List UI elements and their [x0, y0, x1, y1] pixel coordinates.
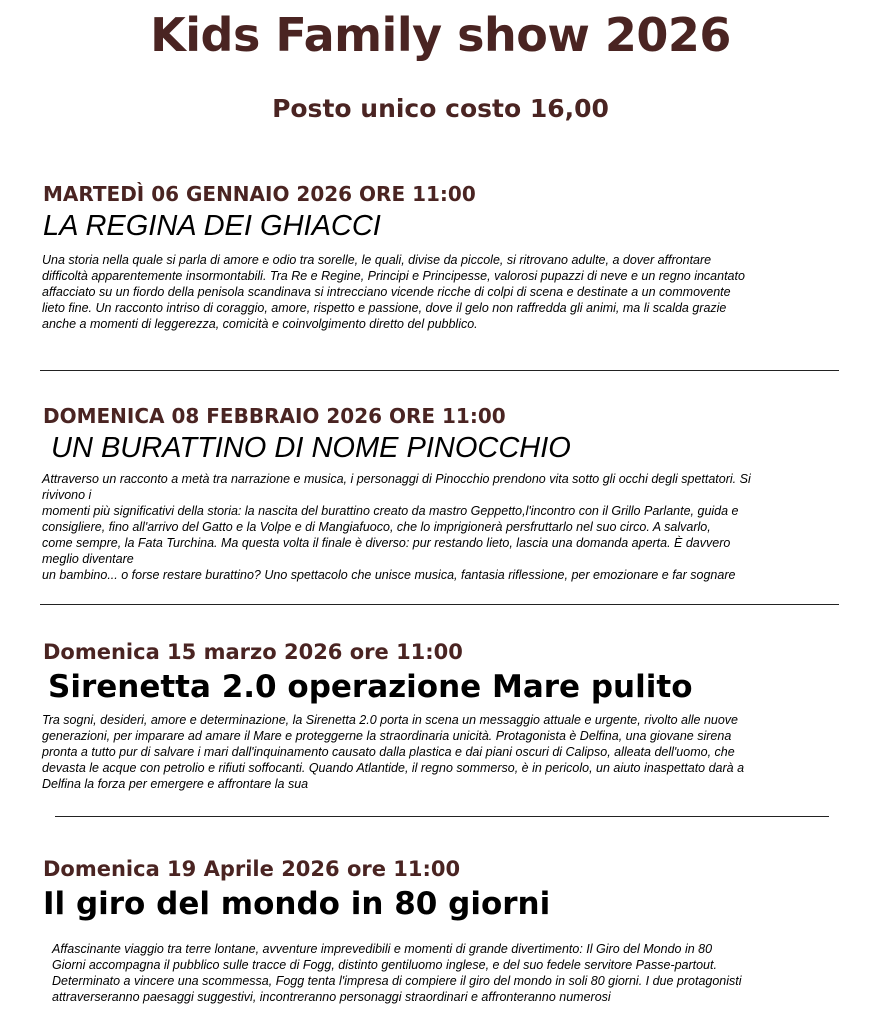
description-line: Attraverso un racconto a metà tra narrazione e musica, i personaggi di Pinocchio prendono vita sotto gli occhi degli spettatori. Si: [42, 472, 751, 486]
description-line: pronta a tutto pur di salvare i mari dall'inquinamento causato dalla plastica e dai piani oscuri di Calipso, alleata dell'uomo, che: [42, 745, 735, 759]
description-line: consigliere, fino all'arrivo del Gatto e la Volpe e di Mangiafuoco, che lo imprigionerà persfruttarlo nel suo circo. A salvarlo,: [42, 520, 711, 534]
description-line: Delfina la forza per emergere e affrontare la sua: [42, 777, 309, 791]
show-date: MARTEDÌ 06 GENNAIO 2026 ORE 11:00: [43, 182, 476, 206]
description-line: come sempre, la Fata Turchina. Ma questa volta il finale è diverso: pur restando lieto, lascia una domanda aperta. È davvero: [42, 536, 731, 550]
description-line: affacciato su un fiordo della penisola scandinava si intrecciano vicende ricche di colpi di scena e destinate a un commovente: [42, 285, 731, 299]
description-line: devasta le acque con petrolio e rifiuti soffocanti. Quando Atlantide, il regno sommerso, è in pericolo, un aiuto inaspettato darà a: [42, 761, 745, 775]
section-divider: [40, 370, 839, 371]
description-line: Tra sogni, desideri, amore e determinazione, la Sirenetta 2.0 porta in scena un messaggio attuale e urgente, rivolto alle nuove: [42, 713, 739, 727]
show-title: Sirenetta 2.0 operazione Mare pulito: [48, 669, 693, 705]
description-line: lieto fine. Un racconto intriso di coraggio, amore, rispetto e passione, dove il gelo non raffredda gli animi, ma li scalda grazie: [42, 301, 727, 315]
show-title: UN BURATTINO DI NOME PINOCCHIO: [51, 432, 571, 464]
show-description: [42, 712, 744, 792]
description-line: generazioni, per imparare ad amare il Mare e proteggerne la straordinaria unicità. Protagonista è Delfina, una giovane sirena: [42, 729, 732, 743]
page-title: Kids Family show 2026: [150, 8, 731, 62]
show-title: LA REGINA DEI GHIACCI: [43, 210, 381, 242]
description-line: anche a momenti di leggerezza, comicità e coinvolgimento diretto del pubblico.: [42, 317, 478, 331]
show-description: [42, 471, 751, 583]
description-line: meglio diventare: [42, 552, 134, 566]
description-line: Giorni accompagna il pubblico sulle tracce di Fogg, distinto gentiluomo inglese, e del suo fedele servitore Passe-partout.: [52, 958, 717, 972]
description-line: Una storia nella quale si parla di amore e odio tra sorelle, le quali, divise da piccole, si ritrovano adulte, a dover affrontare: [42, 253, 712, 267]
show-date: Domenica 19 Aprile 2026 ore 11:00: [43, 857, 461, 881]
show-title: Il giro del mondo in 80 giorni: [43, 886, 551, 922]
description-line: rivivono i: [42, 488, 92, 502]
description-line: difficoltà apparentemente insormontabili. Tra Re e Regine, Principi e Principesse, valorosi pupazzi di neve e un regno incantato: [42, 269, 745, 283]
description-line: Affascinante viaggio tra terre lontane, avventure imprevedibili e momenti di grande divertimento: Il Giro del Mondo in 80: [52, 942, 713, 956]
show-date: Domenica 15 marzo 2026 ore 11:00: [43, 640, 463, 664]
description-line: un bambino... o forse restare burattino? Uno spettacolo che unisce musica, fantasia riflessione, per emozionare e far sognare: [42, 568, 736, 582]
show-description: [52, 941, 742, 1005]
price-subtitle: Posto unico costo 16,00: [272, 94, 609, 123]
section-divider: [55, 816, 829, 817]
description-line: momenti più significativi della storia: la nascita del burattino creato da mastro Geppetto,l'incontro con il Grillo Parlante, guida e: [42, 504, 739, 518]
description-line: Determinato a vincere una scommessa, Fogg tenta l'impresa di compiere il giro del mondo in soli 80 giorni. I due protagonisti: [52, 974, 742, 988]
description-line: attraverseranno paesaggi suggestivi, incontreranno personaggi straordinari e affronteranno numerosi: [52, 990, 611, 1004]
show-date: DOMENICA 08 FEBBRAIO 2026 ORE 11:00: [43, 404, 506, 428]
section-divider: [40, 604, 839, 605]
show-description: [42, 252, 745, 332]
